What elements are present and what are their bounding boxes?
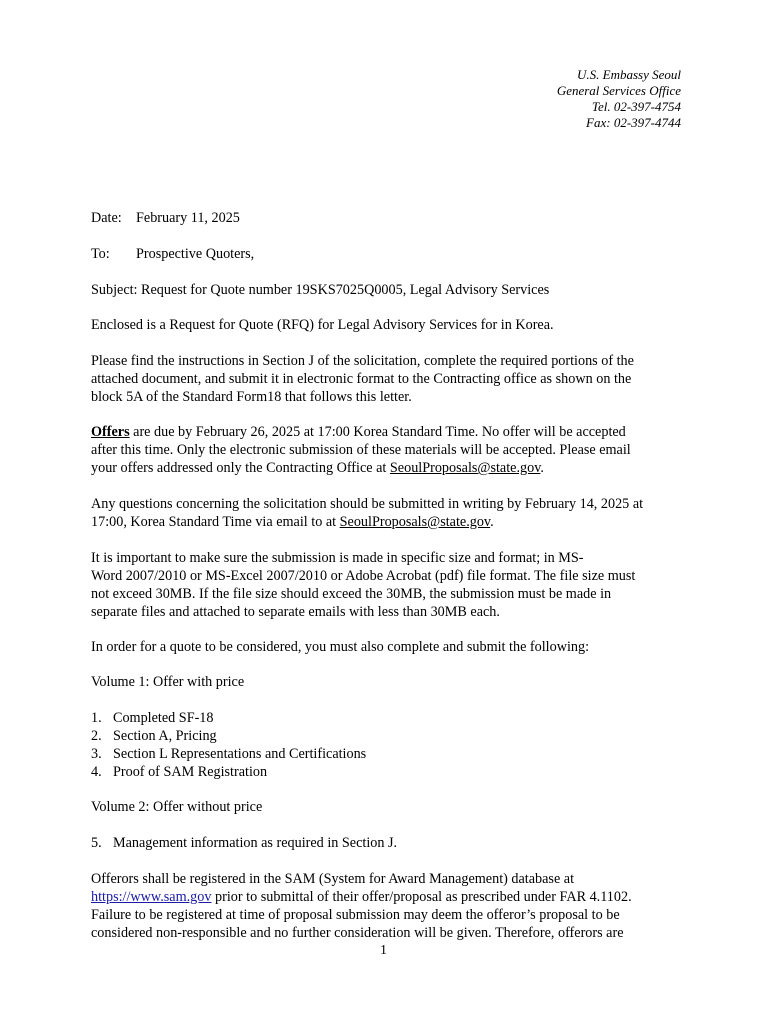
instructions-paragraph: [91, 352, 691, 406]
volume2-list: [91, 834, 691, 852]
list-text: Section L Representations and Certifications: [113, 746, 367, 762]
paragraph-line: Please find the instructions in Section J of the solicitation, complete the required portions of the: [91, 353, 634, 369]
paragraph-line: Offerors shall be registered in the SAM (System for Award Management) database at: [91, 871, 575, 887]
letterhead-line: U.S. Embassy Seoul: [577, 67, 681, 82]
paragraph-line: are due by February 26, 2025 at 17:00 Korea Standard Time. No offer will be accepted: [129, 424, 626, 440]
email-link[interactable]: SeoulProposals@state.gov: [389, 460, 541, 476]
paragraph-line: 17:00, Korea Standard Time via email to at: [91, 514, 340, 530]
letterhead-line: Tel. 02-397-4754: [591, 99, 681, 114]
list-text: Completed SF-18: [113, 710, 214, 726]
enclosed-text: Enclosed is a Request for Quote (RFQ) for Legal Advisory Services for in Korea.: [91, 317, 554, 333]
paragraph-line: block 5A of the Standard Form18 that follows this letter.: [91, 389, 412, 405]
offers-heading: Offers: [91, 424, 130, 440]
sam-paragraph: [91, 870, 691, 942]
paragraph-line: Failure to be registered at time of proposal submission may deem the offeror’s proposal to be: [91, 907, 620, 923]
punctuation: .: [540, 460, 544, 476]
paragraph-line: separate files and attached to separate emails with less than 30MB each.: [91, 604, 500, 620]
order-paragraph: [91, 638, 691, 656]
list-item: [91, 727, 691, 745]
paragraph-line: after this time. Only the electronic submission of these materials will be accepted. Please email: [91, 442, 631, 458]
list-text: Management information as required in Section J.: [113, 835, 398, 851]
date-line: [91, 209, 691, 227]
sam-link[interactable]: https://www.sam.gov: [91, 889, 212, 905]
to-line: [91, 245, 691, 263]
list-item: [91, 763, 691, 781]
enclosed-paragraph: [91, 316, 691, 334]
list-number: 3.: [91, 746, 102, 762]
paragraph-line: your offers addressed only the Contracting Office at: [91, 460, 390, 476]
order-text: In order for a quote to be considered, you must also complete and submit the following:: [91, 639, 590, 655]
subject-text: Subject: Request for Quote number 19SKS7025Q0005, Legal Advisory Services: [91, 282, 550, 298]
letterhead: [557, 67, 681, 131]
list-number: 5.: [91, 835, 102, 851]
list-text: Section A, Pricing: [113, 728, 217, 744]
paragraph-line: considered non-responsible and no further consideration will be given. Therefore, offerors are: [91, 925, 624, 941]
to-value: Prospective Quoters,: [136, 246, 255, 262]
volume2-title: [91, 798, 691, 816]
date-label: Date:: [91, 210, 122, 226]
volume1-title: [91, 673, 691, 691]
list-item: [91, 834, 691, 852]
paragraph-line: Any questions concerning the solicitation should be submitted in writing by February 14, 2025 at: [91, 496, 644, 512]
list-text: Proof of SAM Registration: [113, 764, 268, 780]
date-value: February 11, 2025: [136, 210, 240, 226]
volume-title: Volume 2: Offer without price: [91, 799, 263, 815]
email-link[interactable]: SeoulProposals@state.gov: [339, 514, 491, 530]
subject-line: [91, 281, 691, 299]
to-label: To:: [91, 246, 110, 262]
paragraph-line: It is important to make sure the submission is made in specific size and format; in MS-: [91, 550, 584, 566]
offers-paragraph: [91, 423, 691, 477]
list-item: [91, 709, 691, 727]
volume-title: Volume 1: Offer with price: [91, 674, 245, 690]
list-number: 2.: [91, 728, 102, 744]
letterhead-line: General Services Office: [556, 83, 681, 98]
paragraph-line: Word 2007/2010 or MS-Excel 2007/2010 or Adobe Acrobat (pdf) file format. The file size must: [91, 568, 636, 584]
list-item: [91, 745, 691, 763]
format-paragraph: [91, 549, 691, 621]
punctuation: .: [490, 514, 494, 530]
paragraph-line: prior to submittal of their offer/proposal as prescribed under FAR 4.1102.: [211, 889, 632, 905]
paragraph-line: attached document, and submit it in electronic format to the Contracting office as shown on the: [91, 371, 632, 387]
list-number: 4.: [91, 764, 102, 780]
paragraph-line: not exceed 30MB. If the file size should exceed the 30MB, the submission must be made in: [91, 586, 612, 602]
volume1-list: [91, 709, 691, 781]
questions-paragraph: [91, 495, 691, 531]
page-number: 1: [380, 943, 387, 958]
letterhead-line: Fax: 02-397-4744: [586, 115, 681, 130]
list-number: 1.: [91, 710, 102, 726]
